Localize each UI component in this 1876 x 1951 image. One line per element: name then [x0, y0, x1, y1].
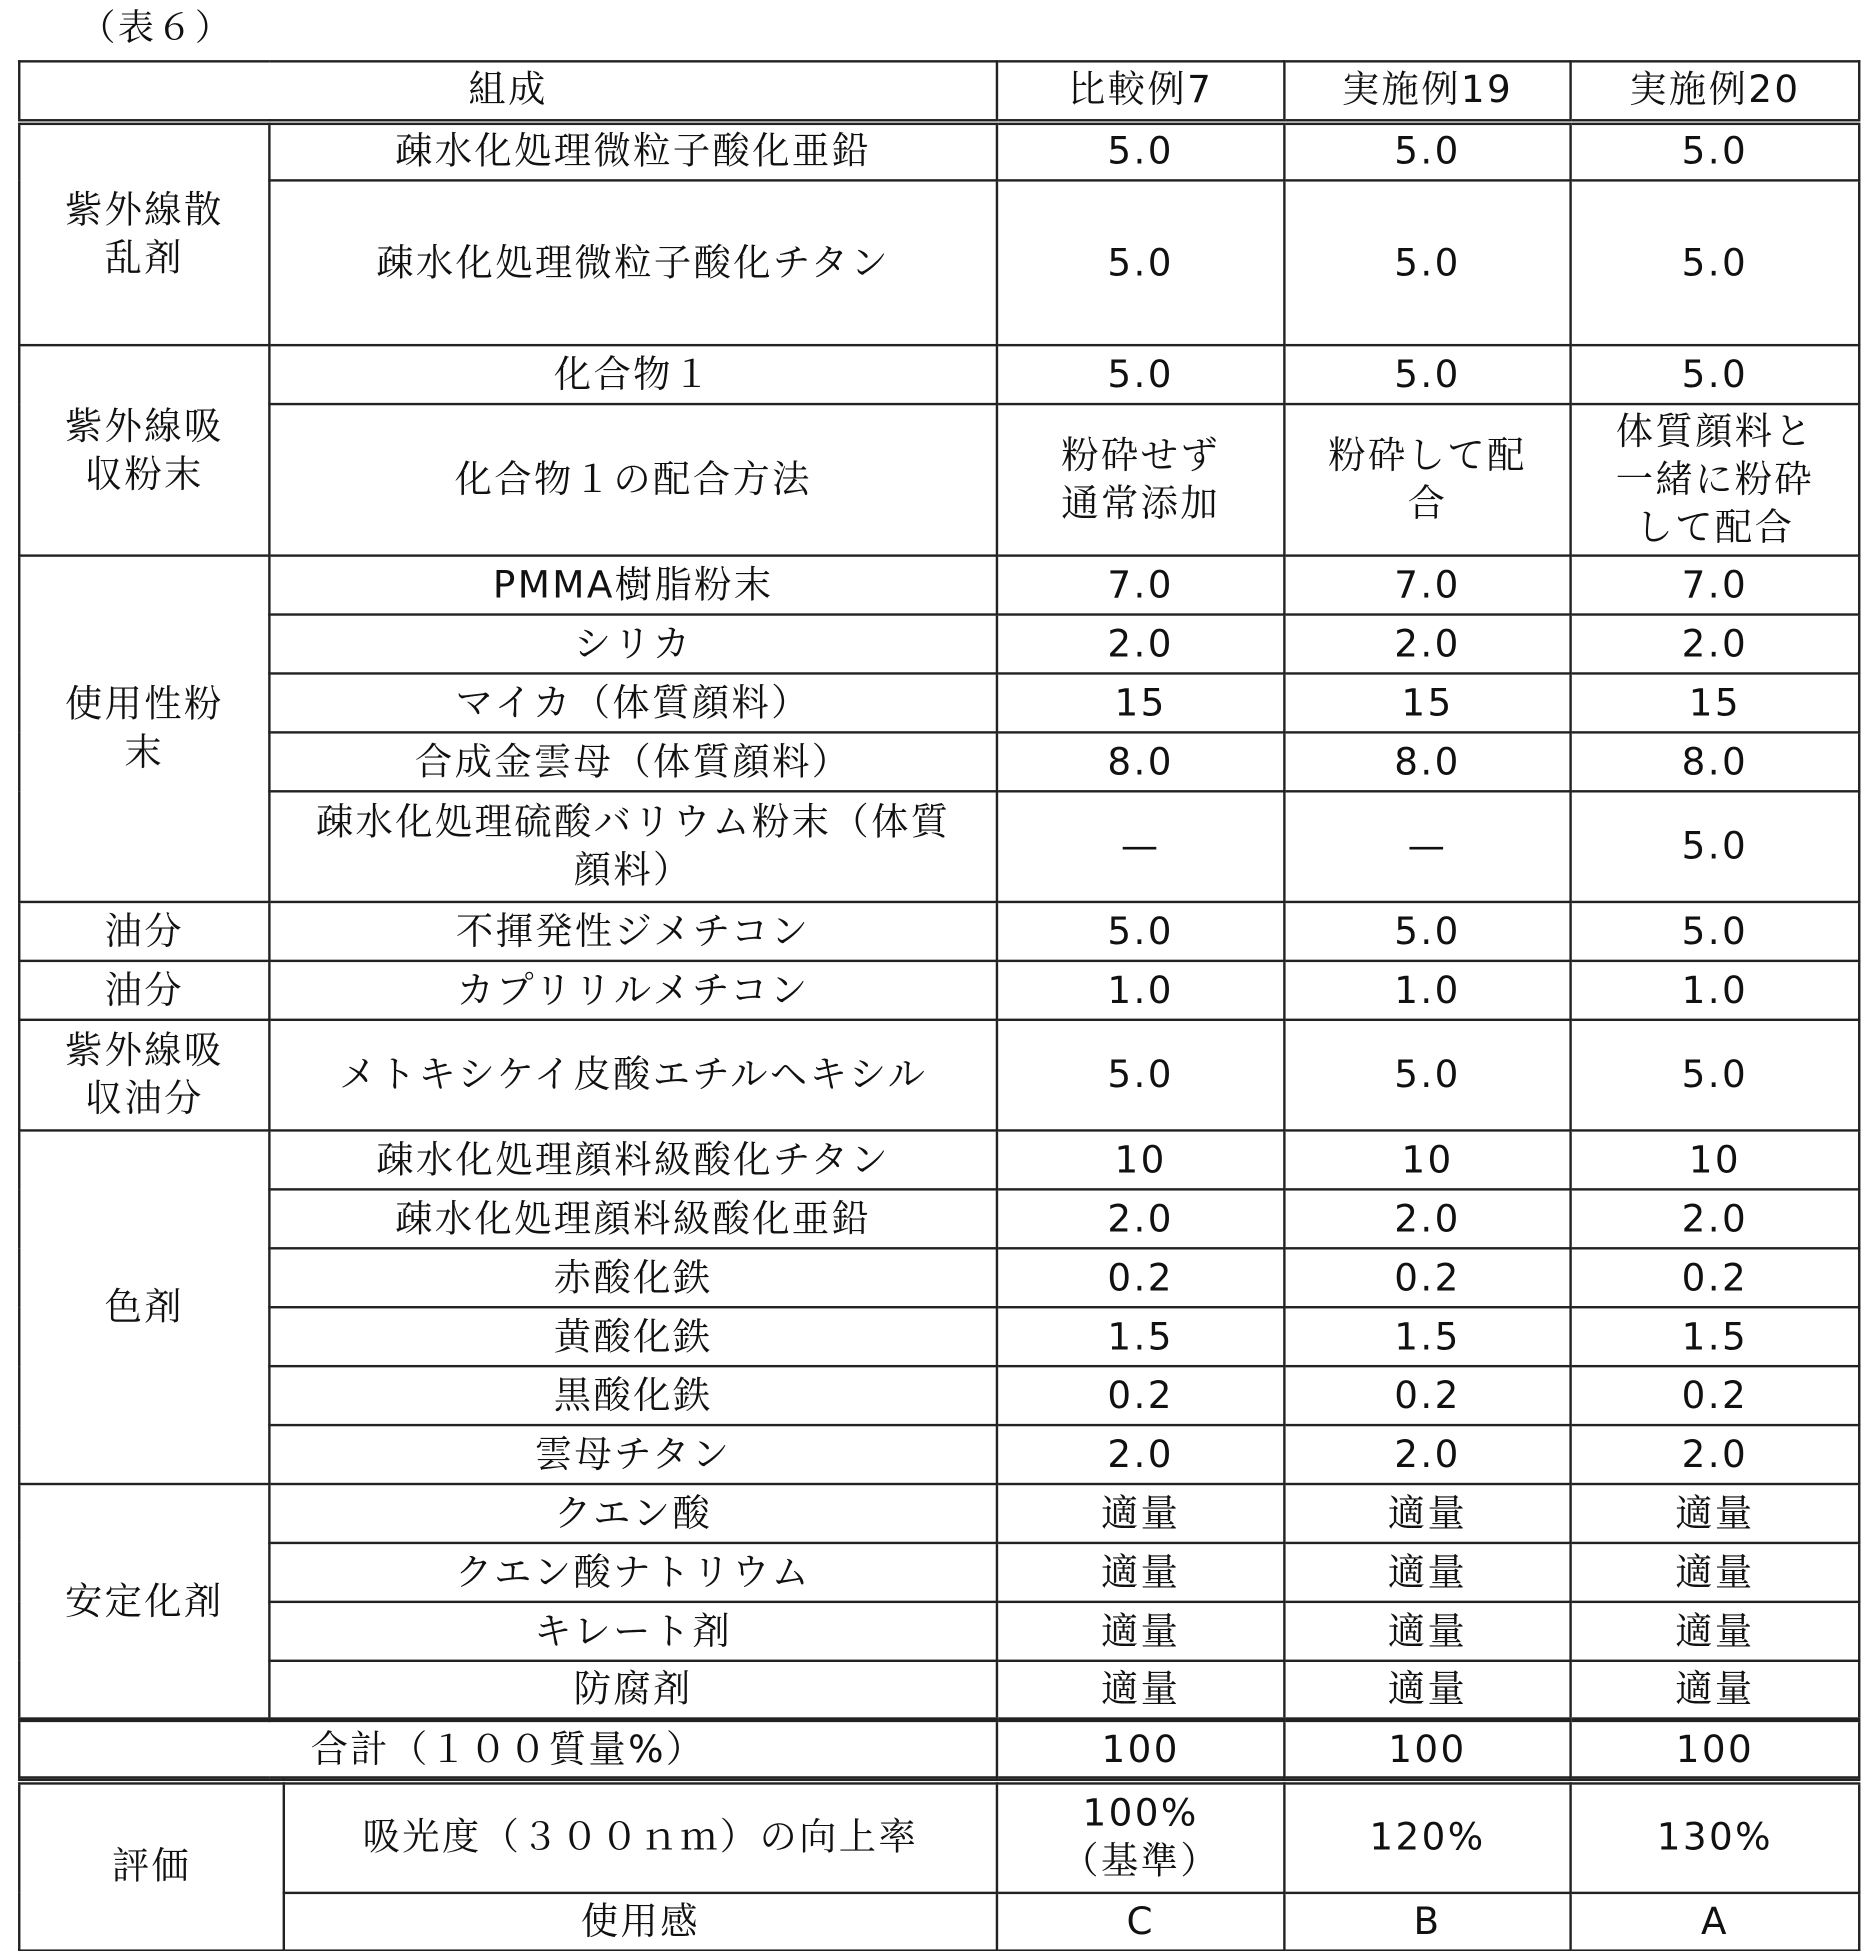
ingredient-name: クエン酸 [269, 1484, 997, 1543]
composition-table [18, 60, 1860, 1779]
group-label: 安定化剤 [19, 1484, 269, 1720]
value-cell: 粉砕して配 合 [1284, 404, 1570, 556]
table-row [19, 1366, 1859, 1425]
group-label: 油分 [19, 961, 269, 1020]
value-cell: 5.0 [1571, 902, 1860, 961]
value-cell: — [1284, 791, 1570, 902]
total-value: 100 [1571, 1720, 1860, 1778]
value-cell: — [997, 791, 1284, 902]
header-composition: 組成 [19, 61, 997, 121]
table-row [19, 121, 1859, 180]
ingredient-name: 化合物１ [269, 345, 997, 404]
value-cell: 7.0 [997, 556, 1284, 615]
value-cell: 15 [1571, 673, 1860, 732]
value-cell: 適量 [1284, 1661, 1570, 1720]
ingredient-name: マイカ（体質顔料） [269, 673, 997, 732]
header-column: 比較例7 [997, 61, 1284, 121]
group-label: 色剤 [19, 1130, 269, 1484]
table-row [19, 1307, 1859, 1366]
total-label: 合計（１００質量%） [19, 1720, 997, 1778]
value-cell: 粉砕せず 通常添加 [997, 404, 1284, 556]
value-cell: 5.0 [997, 345, 1284, 404]
header-column: 実施例19 [1284, 61, 1570, 121]
value-cell: 適量 [1284, 1484, 1570, 1543]
value-cell: 8.0 [1284, 732, 1570, 791]
value-cell: 体質顔料と 一緒に粉砕 して配合 [1571, 404, 1860, 556]
value-cell: 5.0 [997, 902, 1284, 961]
evaluation-table [18, 1779, 1860, 1951]
value-cell: 1.0 [1571, 961, 1860, 1020]
ingredient-name: 疎水化処理硫酸バリウム粉末（体質 顔料） [269, 791, 997, 902]
ingredient-name: メトキシケイ皮酸エチルヘキシル [269, 1020, 997, 1131]
table-row [19, 1602, 1859, 1661]
value-cell: 適量 [1284, 1602, 1570, 1661]
table-row [19, 673, 1859, 732]
table-row [19, 556, 1859, 615]
table-row [19, 1484, 1859, 1543]
value-cell: 5.0 [1284, 180, 1570, 345]
group-label: 油分 [19, 902, 269, 961]
ingredient-name: 疎水化処理微粒子酸化チタン [269, 180, 997, 345]
value-cell: 15 [997, 673, 1284, 732]
value-cell: 7.0 [1284, 556, 1570, 615]
value-cell: 2.0 [1284, 1189, 1570, 1248]
value-cell: 2.0 [997, 1425, 1284, 1484]
evaluation-value: C [997, 1892, 1284, 1950]
table-row [19, 902, 1859, 961]
ingredient-name: 不揮発性ジメチコン [269, 902, 997, 961]
value-cell: 8.0 [997, 732, 1284, 791]
table-row [19, 1189, 1859, 1248]
value-cell: 0.2 [997, 1366, 1284, 1425]
ingredient-name: PMMA樹脂粉末 [269, 556, 997, 615]
evaluation-value: 130% [1571, 1782, 1860, 1893]
value-cell: 1.5 [997, 1307, 1284, 1366]
evaluation-value: 120% [1284, 1782, 1570, 1893]
ingredient-name: 黒酸化鉄 [269, 1366, 997, 1425]
table-row [19, 615, 1859, 674]
value-cell: 5.0 [997, 121, 1284, 180]
value-cell: 10 [997, 1130, 1284, 1189]
table-row [19, 1130, 1859, 1189]
value-cell: 適量 [997, 1602, 1284, 1661]
evaluation-value: 100% （基準） [997, 1782, 1284, 1893]
value-cell: 0.2 [1284, 1248, 1570, 1307]
value-cell: 7.0 [1571, 556, 1860, 615]
value-cell: 2.0 [1571, 1189, 1860, 1248]
evaluation-value: B [1284, 1892, 1570, 1950]
evaluation-item: 使用感 [284, 1892, 997, 1950]
total-value: 100 [997, 1720, 1284, 1778]
header-column: 実施例20 [1571, 61, 1860, 121]
evaluation-label: 評価 [19, 1782, 284, 1950]
table-row [19, 1248, 1859, 1307]
value-cell: 5.0 [997, 180, 1284, 345]
ingredient-name: 合成金雲母（体質顔料） [269, 732, 997, 791]
value-cell: 適量 [997, 1661, 1284, 1720]
value-cell: 2.0 [1571, 1425, 1860, 1484]
evaluation-row [19, 1892, 1859, 1950]
document [0, 0, 1876, 1951]
table-caption: （表６） [79, 0, 1876, 60]
table-row [19, 961, 1859, 1020]
evaluation-value: A [1571, 1892, 1860, 1950]
table-row [19, 1020, 1859, 1131]
value-cell: 2.0 [997, 1189, 1284, 1248]
table-row [19, 1661, 1859, 1720]
ingredient-name: キレート剤 [269, 1602, 997, 1661]
value-cell: 適量 [1284, 1543, 1570, 1602]
value-cell: 0.2 [1571, 1248, 1860, 1307]
table-row [19, 791, 1859, 902]
value-cell: 0.2 [1571, 1366, 1860, 1425]
ingredient-name: シリカ [269, 615, 997, 674]
value-cell: 適量 [1571, 1661, 1860, 1720]
table-row [19, 1425, 1859, 1484]
group-label: 使用性粉 末 [19, 556, 269, 902]
table-row [19, 732, 1859, 791]
value-cell: 5.0 [1284, 345, 1570, 404]
table-row [19, 345, 1859, 404]
value-cell: 1.0 [1284, 961, 1570, 1020]
value-cell: 適量 [1571, 1602, 1860, 1661]
ingredient-name: 雲母チタン [269, 1425, 997, 1484]
value-cell: 2.0 [1571, 615, 1860, 674]
value-cell: 5.0 [1284, 1020, 1570, 1131]
value-cell: 5.0 [1571, 121, 1860, 180]
group-label: 紫外線散 乱剤 [19, 121, 269, 345]
value-cell: 適量 [1571, 1543, 1860, 1602]
value-cell: 2.0 [1284, 1425, 1570, 1484]
value-cell: 0.2 [997, 1248, 1284, 1307]
group-label: 紫外線吸 収粉末 [19, 345, 269, 555]
value-cell: 5.0 [1571, 791, 1860, 902]
group-label: 紫外線吸 収油分 [19, 1020, 269, 1131]
value-cell: 5.0 [1284, 121, 1570, 180]
value-cell: 適量 [997, 1484, 1284, 1543]
ingredient-name: クエン酸ナトリウム [269, 1543, 997, 1602]
ingredient-name: 疎水化処理顔料級酸化亜鉛 [269, 1189, 997, 1248]
evaluation-item: 吸光度（３００ｎｍ）の向上率 [284, 1782, 997, 1893]
value-cell: 5.0 [997, 1020, 1284, 1131]
table-row [19, 180, 1859, 345]
table-row [19, 404, 1859, 556]
value-cell: 1.5 [1284, 1307, 1570, 1366]
ingredient-name: 赤酸化鉄 [269, 1248, 997, 1307]
total-value: 100 [1284, 1720, 1570, 1778]
value-cell: 1.5 [1571, 1307, 1860, 1366]
value-cell: 2.0 [1284, 615, 1570, 674]
ingredient-name: カプリリルメチコン [269, 961, 997, 1020]
ingredient-name: 疎水化処理微粒子酸化亜鉛 [269, 121, 997, 180]
value-cell: 10 [1571, 1130, 1860, 1189]
value-cell: 1.0 [997, 961, 1284, 1020]
value-cell: 2.0 [997, 615, 1284, 674]
value-cell: 10 [1284, 1130, 1570, 1189]
value-cell: 5.0 [1571, 180, 1860, 345]
total-row [19, 1720, 1859, 1778]
ingredient-name: 黄酸化鉄 [269, 1307, 997, 1366]
value-cell: 5.0 [1284, 902, 1570, 961]
ingredient-name: 化合物１の配合方法 [269, 404, 997, 556]
header-row [19, 61, 1859, 121]
value-cell: 0.2 [1284, 1366, 1570, 1425]
value-cell: 適量 [1571, 1484, 1860, 1543]
table-row [19, 1543, 1859, 1602]
value-cell: 適量 [997, 1543, 1284, 1602]
ingredient-name: 防腐剤 [269, 1661, 997, 1720]
value-cell: 15 [1284, 673, 1570, 732]
value-cell: 5.0 [1571, 1020, 1860, 1131]
value-cell: 8.0 [1571, 732, 1860, 791]
evaluation-row [19, 1782, 1859, 1893]
ingredient-name: 疎水化処理顔料級酸化チタン [269, 1130, 997, 1189]
value-cell: 5.0 [1571, 345, 1860, 404]
